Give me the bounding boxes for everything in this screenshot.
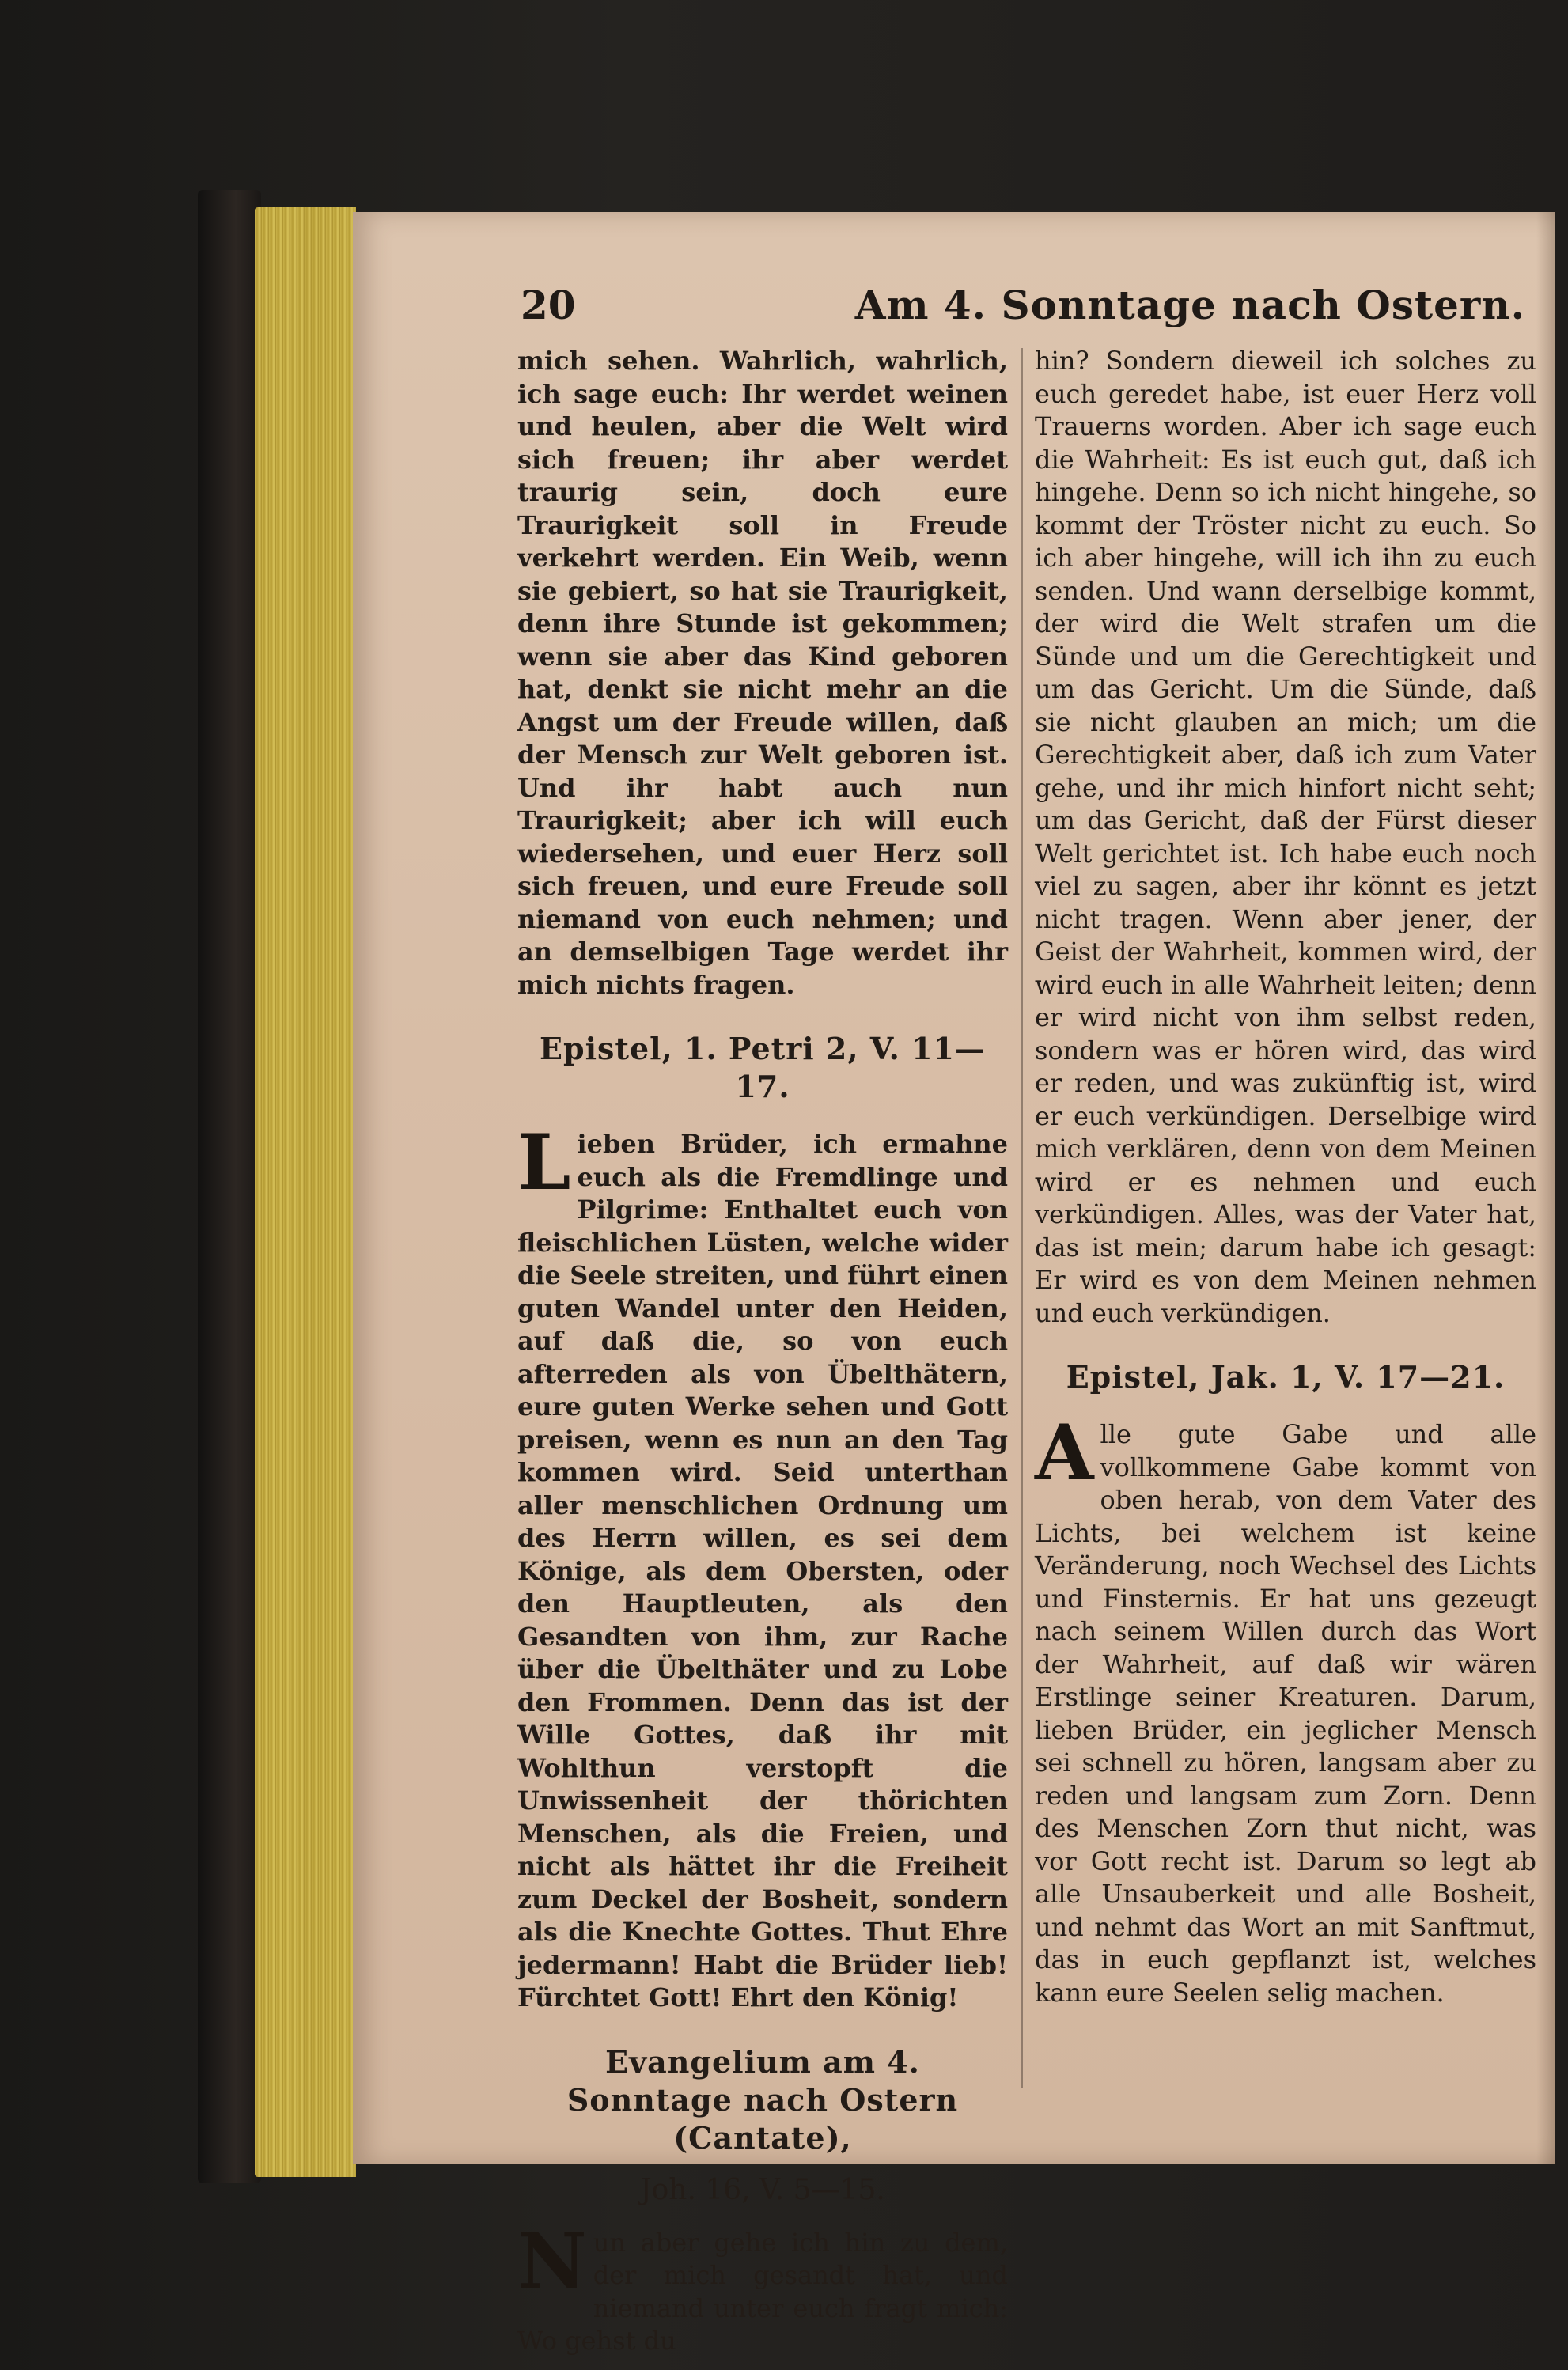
- gospel-text-start: [517, 2216, 1008, 2358]
- running-head: Am 4. Sonntage nach Ostern.: [854, 282, 1525, 328]
- gospel-continuation-right: hin? Sondern dieweil ich solches zu euch geredet habe, ist euer Herz voll Trauerns worden. Aber ich sage euch die Wahrheit: Es ist euch gut, daß ich hingehe. Denn so ich nicht hingehe, so kommt der Tröster nicht zu euch. So ich aber hingehe, will ich ihn zu euch senden. Und wann derselbige kommt, der wird die Welt strafen um die Sünde und um die Gerechtigkeit und um das Gericht. Um die Sünde, daß sie nicht glauben an mich; um die Gerechtigkeit aber, daß ich zum Vater gehe, und ihr mich hinfort nicht seht; um das Gericht, daß der Fürst dieser Welt gerichtet ist. Ich habe euch noch viel zu sagen, aber ihr könnt es jetzt nicht tragen. Wenn aber jener, der Geist der Wahrheit, kommen wird, der wird euch in alle Wahrheit leiten; denn er wird nicht von ihm selbst reden, sondern was er hören wird, das wird er reden, und was zukünftig ist, wird er euch verkündigen. Derselbige wird mich verklären, denn von dem Meinen wird er es nehmen und euch verkündigen. Alles, was der Vater hat, das ist mein; darum habe ich gesagt: Er wird es von dem Meinen nehmen und euch verkündigen.: [1035, 346, 1536, 1328]
- dropcap-n: N: [517, 2216, 587, 2306]
- dropcap-a: A: [1035, 1408, 1094, 1497]
- gospel-continuation-left: mich sehen. Wahrlich, wahrlich, ich sage euch: Ihr werdet weinen und heulen, aber die Welt wird sich freuen; ihr aber werdet traurig sein, doch eure Traurigkeit soll in Freude verkehrt werden. Ein Weib, wenn sie gebiert, so hat sie Traurigkeit, denn ihre Stunde ist gekommen; wenn sie aber das Kind geboren hat, denkt sie nicht mehr an die Angst um der Freude willen, daß der Mensch zur Welt geboren ist. Und ihr habt auch nun Traurigkeit; aber ich will euch wiedersehen, und euer Herz soll sich freuen, und eure Freude soll niemand von euch nehmen; und an demselbigen Tage werdet ihr mich nichts fragen.: [517, 346, 1008, 1000]
- page-number: 20: [521, 282, 576, 328]
- left-column: [517, 345, 1008, 2358]
- column-divider: [1021, 348, 1023, 2088]
- book-spine: [198, 190, 261, 2183]
- epistle-text-right: [1035, 1408, 1536, 2009]
- epistle-body-left: ieben Brüder, ich ermahne euch als die Fremdlinge und Pilgrime: Enthaltet euch von fleischlichen Lüsten, welche wider die Seele streiten, und führt einen guten Wandel unter den Heiden, auf daß die, so von euch afterreden als von Übelthätern, eure guten Werke sehen und Gott preisen, wenn es nun an den Tag kommen wird. Seid unterthan aller menschlichen Ordnung um des Herrn willen, es sei dem Könige, als dem Obersten, oder den Hauptleuten, als den Gesandten von ihm, zur Rache über die Übelthäter und zu Lobe den Frommen. Denn das ist der Wille Gottes, daß ihr mit Wohlthun verstopft die Unwissenheit der thörichten Menschen, als die Freien, und nicht als hättet ihr die Freiheit zum Deckel der Bosheit, sondern als die Knechte Gottes. Thut Ehre jedermann! Habt die Brüder lieb! Fürchtet Gott! Ehrt den König!: [517, 1129, 1008, 2012]
- epistle-text-left: [517, 1118, 1008, 2015]
- gospel-body-start: un aber gehe ich hin zu dem, der mich gesandt hat, und niemand unter euch fragt mich: Wo gehst du: [517, 2227, 1008, 2356]
- page-shadow: [1536, 212, 1555, 2164]
- dropcap-l: L: [517, 1118, 571, 1207]
- gilt-page-edges: [255, 207, 356, 2177]
- epistle-heading-right: Epistel, Jak. 1, V. 17—21.: [1066, 1359, 1506, 1395]
- right-column: [1035, 345, 1536, 2009]
- book-page: [353, 212, 1555, 2356]
- epistle-body-right: lle gute Gabe und alle vollkommene Gabe kommt von oben herab, von dem Vater des Lichts, bei welchem ist keine Veränderung, noch Wechsel des Lichts und Finsternis. Er hat uns gezeugt nach seinem Willen durch das Wort der Wahrheit, auf daß wir wären Erstlinge seiner Kreaturen. Darum, lieben Brüder, ein jeglicher Mensch sei schnell zu hören, langsam aber zu reden und langsam zum Zorn. Denn des Menschen Zorn thut nicht, was vor Gott recht ist. Darum so legt ab alle Unsauberkeit und alle Bosheit, und nehmt das Wort an mit Sanftmut, das in euch gepflanzt ist, welches kann eure Seelen selig machen.: [1035, 1419, 1536, 2008]
- gospel-reference: Joh. 16, V. 5—15.: [640, 2173, 885, 2206]
- epistle-heading-left: Epistel, 1. Petri 2, V. 11—17.: [540, 1031, 986, 1104]
- gospel-heading: Evangelium am 4. Sonntage nach Ostern (Cantate),: [566, 2043, 959, 2156]
- page-header: [521, 282, 1525, 337]
